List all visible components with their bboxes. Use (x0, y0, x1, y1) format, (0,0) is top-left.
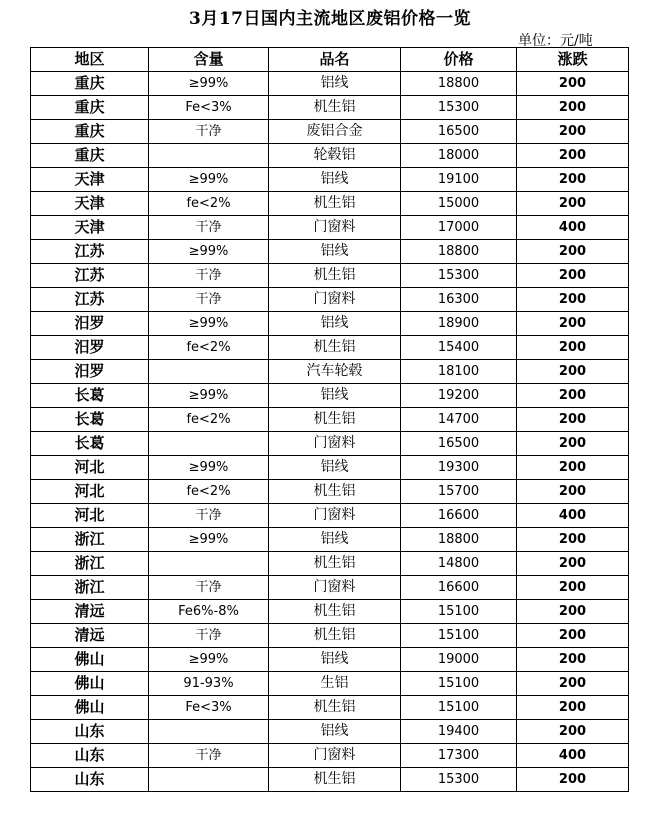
table-row (31, 144, 629, 168)
cell-product: 铝线 (269, 720, 401, 744)
table-row (31, 480, 629, 504)
cell-product: 铝线 (269, 72, 401, 96)
cell-content: 干净 (149, 504, 269, 528)
cell-content: 91-93% (149, 672, 269, 696)
cell-product: 门窗料 (269, 576, 401, 600)
cell-change: 400 (517, 744, 629, 768)
cell-product: 机生铝 (269, 600, 401, 624)
cell-region: 河北 (31, 480, 149, 504)
cell-content: ≥99% (149, 312, 269, 336)
cell-product: 铝线 (269, 384, 401, 408)
table-row (31, 456, 629, 480)
cell-price: 14700 (401, 408, 517, 432)
cell-price: 17300 (401, 744, 517, 768)
table-row (31, 240, 629, 264)
cell-region: 长葛 (31, 408, 149, 432)
cell-region: 浙江 (31, 576, 149, 600)
cell-region: 佛山 (31, 696, 149, 720)
table-row (31, 696, 629, 720)
cell-change: 200 (517, 456, 629, 480)
cell-region: 浙江 (31, 552, 149, 576)
cell-content: ≥99% (149, 384, 269, 408)
cell-change: 200 (517, 768, 629, 792)
cell-content: Fe<3% (149, 696, 269, 720)
cell-content (149, 360, 269, 384)
cell-change: 200 (517, 312, 629, 336)
cell-content: ≥99% (149, 168, 269, 192)
cell-change: 200 (517, 624, 629, 648)
cell-price: 16600 (401, 504, 517, 528)
cell-content (149, 144, 269, 168)
cell-product: 汽车轮毂 (269, 360, 401, 384)
cell-region: 长葛 (31, 432, 149, 456)
cell-price: 18800 (401, 72, 517, 96)
cell-product: 机生铝 (269, 264, 401, 288)
table-row (31, 504, 629, 528)
cell-product: 生铝 (269, 672, 401, 696)
table-row (31, 528, 629, 552)
cell-change: 200 (517, 552, 629, 576)
table-row (31, 552, 629, 576)
header-row (31, 48, 629, 72)
table-row (31, 624, 629, 648)
header-change: 涨跌 (517, 48, 629, 72)
cell-price: 18800 (401, 240, 517, 264)
table-row (31, 384, 629, 408)
cell-product: 铝线 (269, 240, 401, 264)
cell-product: 门窗料 (269, 288, 401, 312)
cell-product: 机生铝 (269, 192, 401, 216)
cell-price: 15700 (401, 480, 517, 504)
cell-content: fe<2% (149, 480, 269, 504)
cell-content (149, 720, 269, 744)
cell-change: 200 (517, 384, 629, 408)
cell-content: 干净 (149, 624, 269, 648)
cell-change: 200 (517, 480, 629, 504)
cell-price: 16300 (401, 288, 517, 312)
cell-price: 17000 (401, 216, 517, 240)
cell-change: 200 (517, 360, 629, 384)
header-price: 价格 (401, 48, 517, 72)
cell-product: 机生铝 (269, 336, 401, 360)
unit-label: 单位：元/吨 (518, 33, 593, 49)
table-row (31, 600, 629, 624)
cell-product: 机生铝 (269, 408, 401, 432)
cell-change: 400 (517, 504, 629, 528)
table-row (31, 120, 629, 144)
cell-price: 18800 (401, 528, 517, 552)
price-table (30, 47, 629, 792)
cell-price: 18900 (401, 312, 517, 336)
cell-content: 干净 (149, 288, 269, 312)
cell-change: 200 (517, 120, 629, 144)
cell-region: 山东 (31, 720, 149, 744)
table-row (31, 168, 629, 192)
table-body (31, 72, 629, 792)
cell-product: 铝线 (269, 168, 401, 192)
cell-content (149, 432, 269, 456)
cell-price: 15300 (401, 264, 517, 288)
table-row (31, 432, 629, 456)
cell-region: 天津 (31, 192, 149, 216)
table-row (31, 96, 629, 120)
cell-content: fe<2% (149, 192, 269, 216)
cell-price: 18100 (401, 360, 517, 384)
cell-price: 19100 (401, 168, 517, 192)
cell-region: 山东 (31, 768, 149, 792)
cell-region: 佛山 (31, 672, 149, 696)
cell-content: 干净 (149, 744, 269, 768)
cell-price: 15100 (401, 672, 517, 696)
cell-price: 15400 (401, 336, 517, 360)
cell-change: 200 (517, 168, 629, 192)
cell-region: 清远 (31, 624, 149, 648)
cell-product: 机生铝 (269, 768, 401, 792)
table-row (31, 576, 629, 600)
cell-change: 200 (517, 96, 629, 120)
cell-change: 200 (517, 672, 629, 696)
cell-content: Fe6%-8% (149, 600, 269, 624)
cell-price: 19300 (401, 456, 517, 480)
cell-content: ≥99% (149, 648, 269, 672)
cell-product: 机生铝 (269, 480, 401, 504)
cell-product: 机生铝 (269, 624, 401, 648)
cell-region: 江苏 (31, 264, 149, 288)
table-row (31, 288, 629, 312)
cell-content: ≥99% (149, 528, 269, 552)
cell-region: 浙江 (31, 528, 149, 552)
table-row (31, 672, 629, 696)
cell-change: 200 (517, 696, 629, 720)
cell-region: 汨罗 (31, 336, 149, 360)
cell-region: 长葛 (31, 384, 149, 408)
cell-change: 200 (517, 192, 629, 216)
table-row (31, 768, 629, 792)
cell-product: 机生铝 (269, 552, 401, 576)
cell-price: 15000 (401, 192, 517, 216)
cell-content: ≥99% (149, 456, 269, 480)
cell-change: 200 (517, 600, 629, 624)
cell-change: 200 (517, 240, 629, 264)
cell-content: fe<2% (149, 336, 269, 360)
page-title: 3月17日国内主流地区废铝价格一览 (189, 9, 471, 29)
cell-change: 200 (517, 720, 629, 744)
cell-price: 19000 (401, 648, 517, 672)
cell-region: 重庆 (31, 144, 149, 168)
cell-region: 天津 (31, 168, 149, 192)
table-row (31, 264, 629, 288)
cell-content: 干净 (149, 216, 269, 240)
table-row (31, 744, 629, 768)
cell-content (149, 552, 269, 576)
cell-region: 天津 (31, 216, 149, 240)
cell-product: 轮毂铝 (269, 144, 401, 168)
cell-product: 废铝合金 (269, 120, 401, 144)
cell-price: 15100 (401, 600, 517, 624)
cell-content: 干净 (149, 120, 269, 144)
cell-product: 门窗料 (269, 744, 401, 768)
cell-change: 200 (517, 408, 629, 432)
cell-region: 江苏 (31, 240, 149, 264)
cell-price: 15300 (401, 96, 517, 120)
cell-region: 汨罗 (31, 360, 149, 384)
cell-price: 15100 (401, 696, 517, 720)
cell-content: 干净 (149, 576, 269, 600)
cell-region: 河北 (31, 504, 149, 528)
cell-content: ≥99% (149, 240, 269, 264)
cell-price: 16600 (401, 576, 517, 600)
cell-price: 15300 (401, 768, 517, 792)
cell-region: 江苏 (31, 288, 149, 312)
header-product: 品名 (269, 48, 401, 72)
header-content: 含量 (149, 48, 269, 72)
cell-price: 16500 (401, 432, 517, 456)
table-row (31, 720, 629, 744)
table-row (31, 336, 629, 360)
cell-product: 机生铝 (269, 96, 401, 120)
cell-change: 200 (517, 288, 629, 312)
cell-price: 16500 (401, 120, 517, 144)
cell-change: 200 (517, 264, 629, 288)
table-row (31, 648, 629, 672)
cell-product: 铝线 (269, 528, 401, 552)
table-row (31, 408, 629, 432)
cell-change: 200 (517, 72, 629, 96)
cell-region: 清远 (31, 600, 149, 624)
table-row (31, 216, 629, 240)
cell-content: Fe<3% (149, 96, 269, 120)
cell-region: 河北 (31, 456, 149, 480)
cell-product: 机生铝 (269, 696, 401, 720)
cell-product: 铝线 (269, 648, 401, 672)
cell-product: 门窗料 (269, 432, 401, 456)
cell-price: 14800 (401, 552, 517, 576)
cell-change: 200 (517, 528, 629, 552)
table-row (31, 72, 629, 96)
table-row (31, 360, 629, 384)
table-row (31, 312, 629, 336)
cell-region: 佛山 (31, 648, 149, 672)
cell-price: 19200 (401, 384, 517, 408)
cell-region: 重庆 (31, 72, 149, 96)
header-region: 地区 (31, 48, 149, 72)
cell-change: 200 (517, 336, 629, 360)
cell-price: 18000 (401, 144, 517, 168)
cell-change: 200 (517, 144, 629, 168)
cell-product: 门窗料 (269, 504, 401, 528)
cell-content: fe<2% (149, 408, 269, 432)
cell-region: 重庆 (31, 120, 149, 144)
cell-content: ≥99% (149, 72, 269, 96)
cell-product: 门窗料 (269, 216, 401, 240)
cell-change: 200 (517, 648, 629, 672)
cell-content: 干净 (149, 264, 269, 288)
cell-region: 汨罗 (31, 312, 149, 336)
cell-price: 15100 (401, 624, 517, 648)
cell-change: 200 (517, 576, 629, 600)
table-row (31, 192, 629, 216)
cell-content (149, 768, 269, 792)
cell-change: 400 (517, 216, 629, 240)
cell-region: 重庆 (31, 96, 149, 120)
cell-product: 铝线 (269, 456, 401, 480)
cell-change: 200 (517, 432, 629, 456)
cell-product: 铝线 (269, 312, 401, 336)
cell-region: 山东 (31, 744, 149, 768)
cell-price: 19400 (401, 720, 517, 744)
